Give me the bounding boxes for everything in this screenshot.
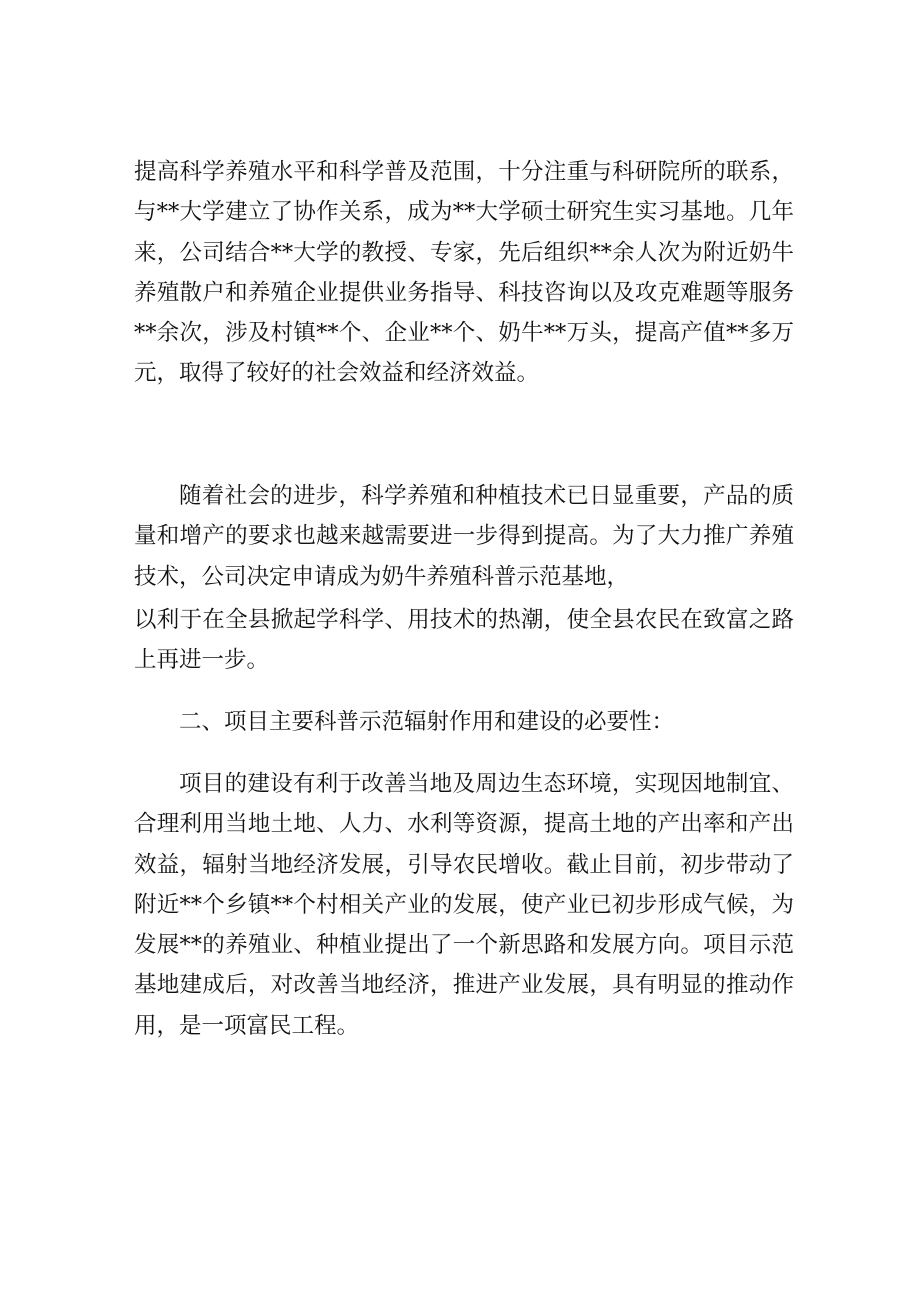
section-heading: 二、项目主要科普示范辐射作用和建设的必要性： (179, 709, 675, 735)
body-paragraph-2: 随着社会的进步，科学养殖和种植技术已日显重要，产品的质量和增产的要求也越来越需要进一步得到提高。为了大力推广养殖技术，公司决定申请成为奶牛养殖科普示范基地， (134, 483, 794, 590)
body-paragraph-3: 以利于在全县掀起学科学、用技术的热潮，使全县农民在致富之路上再进一步。 (134, 607, 794, 674)
body-paragraph-1: 提高科学养殖水平和科学普及范围，十分注重与科研院所的联系，与**大学建立了协作关系，成为**大学硕士研究生实习基地。几年来，公司结合**大学的教授、专家，先后组织**余人次为附近奶牛养殖散户和养殖企业提供业务指导、科技咨询以及攻克难题等服务**余次，涉及村镇**个、企业**个、奶牛**万头，提高产值**多万元，取得了较好的社会效益和经济效益。 (134, 159, 794, 387)
body-paragraph-4: 项目的建设有利于改善当地及周边生态环境，实现因地制宜、合理利用当地土地、人力、水利等资源，提高土地的产出率和产出效益，辐射当地经济发展，引导农民增收。截止目前，初步带动了附近**个乡镇**个村相关产业的发展，使产业已初步形成气候，为发展**的养殖业、种植业提出了一个新思路和发展方向。项目示范基地建成后，对改善当地经济，推进产业发展，具有明显的推动作用，是一项富民工程。 (134, 771, 794, 1039)
